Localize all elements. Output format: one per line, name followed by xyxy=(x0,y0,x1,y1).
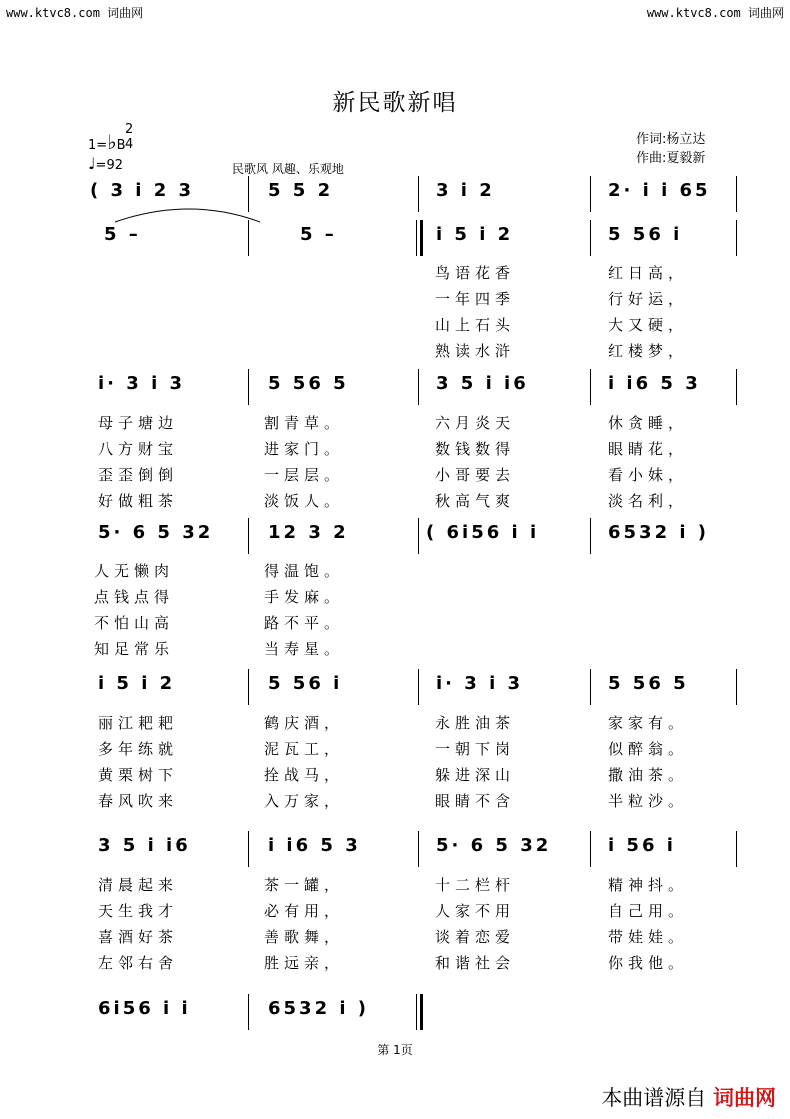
source-brand-logo: 词曲网 xyxy=(713,1086,776,1110)
lyric: 鹤庆酒， xyxy=(264,714,345,732)
score-row-5 xyxy=(90,673,740,709)
source-prefix: 本曲谱源自 xyxy=(601,1086,707,1110)
score-row-2 xyxy=(90,224,740,260)
bar-line xyxy=(248,176,249,212)
lyric: 大又硬， xyxy=(608,316,689,334)
lyric-line xyxy=(98,738,738,758)
lyric: 左邻右舍 xyxy=(98,954,179,972)
source-credit xyxy=(601,1082,776,1112)
lyric: 胜远亲， xyxy=(264,954,345,972)
score-row-4 xyxy=(90,522,740,558)
lyric: 人家不用 xyxy=(435,902,516,920)
lyric-line xyxy=(98,464,738,484)
lyric: 入万家， xyxy=(264,792,345,810)
lyric-line xyxy=(98,712,738,732)
measure: 3 5 i i6 xyxy=(98,835,191,856)
bar-line xyxy=(590,831,591,867)
score-row-7 xyxy=(90,998,740,1034)
lyric-line xyxy=(94,638,738,658)
bar-line xyxy=(736,669,737,705)
measure: i 5 i 2 xyxy=(98,673,176,694)
lyric-line xyxy=(98,438,738,458)
tempo-value: =92 xyxy=(95,158,123,173)
repeat-bar-thin xyxy=(416,220,417,256)
lyric: 知足常乐 xyxy=(94,640,175,658)
bar-line xyxy=(248,994,249,1030)
lyric: 红楼梦， xyxy=(608,342,689,360)
lyric: 割青草。 xyxy=(264,414,345,432)
bar-line xyxy=(736,831,737,867)
lyric: 人无懒肉 xyxy=(94,562,175,580)
page-number: 第 1页 xyxy=(377,1043,413,1057)
time-bottom: 4 xyxy=(125,137,134,152)
lyric: 永胜油茶 xyxy=(435,714,516,732)
measure: 5 5 2 xyxy=(268,180,334,201)
lyric: 眼睛不含 xyxy=(435,792,516,810)
measure: 6i56 i i xyxy=(98,998,191,1019)
lyric: 你我他。 xyxy=(608,954,689,972)
bar-line xyxy=(248,369,249,405)
lyric: 看小妹， xyxy=(608,466,689,484)
lyric: 一层层。 xyxy=(264,466,345,484)
repeat-bar-thick xyxy=(420,220,423,256)
lyric: 小哥要去 xyxy=(435,466,516,484)
lyric: 躲进深山 xyxy=(435,766,516,784)
lyric-line xyxy=(98,490,738,510)
style-note: 民歌风 风趣、乐观地 xyxy=(232,162,344,176)
lyric: 母子塘边 xyxy=(98,414,179,432)
song-title: 新民歌新唱 xyxy=(332,90,458,116)
lyric: 路不平。 xyxy=(264,614,345,632)
bar-line xyxy=(590,669,591,705)
flat-icon: ♭ xyxy=(107,130,117,154)
bar-line xyxy=(248,220,249,256)
lyric: 带娃娃。 xyxy=(608,928,689,946)
lyric: 淡名利， xyxy=(608,492,689,510)
measure: 5 56 5 xyxy=(268,373,349,394)
lyric: 进家门。 xyxy=(264,440,345,458)
lyric-line xyxy=(98,874,738,894)
lyric: 秋高气爽 xyxy=(435,492,516,510)
lyric: 半粒沙。 xyxy=(608,792,689,810)
lyric-line xyxy=(94,586,738,606)
end-repeat-bar-thin xyxy=(416,994,417,1030)
lyric: 拴战马， xyxy=(264,766,345,784)
lyric: 茶一罐， xyxy=(264,876,345,894)
measure: 5 56 i xyxy=(608,224,683,245)
lyric-line xyxy=(98,412,738,432)
lyric-line xyxy=(98,288,738,308)
lyric: 山上石头 xyxy=(435,316,516,334)
lyric: 丽江耙耙 xyxy=(98,714,179,732)
lyric: 黄栗树下 xyxy=(98,766,179,784)
measure: 5· 6 5 32 xyxy=(98,522,214,543)
lyricist: 作词:杨立达 xyxy=(636,132,706,147)
bar-line xyxy=(418,369,419,405)
lyric: 精神抖。 xyxy=(608,876,689,894)
bar-line xyxy=(418,176,419,212)
lyric: 撒油茶。 xyxy=(608,766,689,784)
key-prefix: 1= xyxy=(88,138,108,153)
lyric: 不怕山高 xyxy=(94,614,175,632)
bar-line xyxy=(248,831,249,867)
lyric: 数钱数得 xyxy=(435,440,516,458)
watermark-left: www.ktvc8.com 词曲网 xyxy=(6,6,144,20)
lyric: 清晨起来 xyxy=(98,876,179,894)
lyric-line xyxy=(94,612,738,632)
measure: 2· i i 65 xyxy=(608,180,711,201)
measure: ( 6i56 i i xyxy=(426,522,540,543)
measure: i 56 i xyxy=(608,835,676,856)
measure: 5 56 i xyxy=(268,673,343,694)
lyric: 淡饭人。 xyxy=(264,492,345,510)
lyric: 喜酒好茶 xyxy=(98,928,179,946)
measure: i 5 i 2 xyxy=(436,224,514,245)
measure: 5 – xyxy=(300,224,337,245)
measure: 5 56 5 xyxy=(608,673,689,694)
score-row-3 xyxy=(90,373,740,409)
measure: 5· 6 5 32 xyxy=(436,835,552,856)
lyric-line xyxy=(98,790,738,810)
lyric: 鸟语花香 xyxy=(435,264,516,282)
bar-line xyxy=(418,518,419,554)
lyric: 休贪睡， xyxy=(608,414,689,432)
bar-line xyxy=(736,220,737,256)
lyric: 十二栏杆 xyxy=(435,876,516,894)
bar-line xyxy=(248,669,249,705)
bar-line xyxy=(590,176,591,212)
bar-line xyxy=(736,369,737,405)
lyric: 点钱点得 xyxy=(94,588,175,606)
lyric: 似醉翁。 xyxy=(608,740,689,758)
quarter-note-icon: ♩ xyxy=(88,154,96,173)
lyric-line xyxy=(98,926,738,946)
score-row-1 xyxy=(90,180,740,216)
measure: 12 3 2 xyxy=(268,522,349,543)
lyric: 当寿星。 xyxy=(264,640,345,658)
lyric: 自己用。 xyxy=(608,902,689,920)
measure: 3 5 i i6 xyxy=(436,373,529,394)
lyric-line xyxy=(98,764,738,784)
measure: i i6 5 3 xyxy=(268,835,361,856)
key-signature xyxy=(88,130,126,154)
bar-line xyxy=(248,518,249,554)
measure: 5 – xyxy=(104,224,141,245)
score-row-6 xyxy=(90,835,740,871)
measure: 3 i 2 xyxy=(436,180,495,201)
lyric: 红日高， xyxy=(608,264,689,282)
lyric: 眼睛花， xyxy=(608,440,689,458)
measure: 6532 i ) xyxy=(608,522,710,543)
tempo xyxy=(88,154,123,173)
lyric: 和谐社会 xyxy=(435,954,516,972)
bar-line xyxy=(418,831,419,867)
measure: i· 3 i 3 xyxy=(436,673,524,694)
bar-line xyxy=(590,220,591,256)
end-repeat-bar-thick xyxy=(420,994,423,1030)
time-top: 2 xyxy=(125,122,134,137)
lyric: 行好运， xyxy=(608,290,689,308)
lyric: 好做粗茶 xyxy=(98,492,179,510)
lyric: 谈着恋爱 xyxy=(435,928,516,946)
watermark-right: www.ktvc8.com 词曲网 xyxy=(646,6,784,20)
lyric: 八方财宝 xyxy=(98,440,179,458)
lyric: 歪歪倒倒 xyxy=(98,466,179,484)
lyric: 熟读水浒 xyxy=(435,342,516,360)
bar-line xyxy=(736,176,737,212)
lyric-line xyxy=(98,314,738,334)
measure: 6532 i ) xyxy=(268,998,370,1019)
lyric-line xyxy=(98,952,738,972)
bar-line xyxy=(590,369,591,405)
lyric: 一朝下岗 xyxy=(435,740,516,758)
measure: i i6 5 3 xyxy=(608,373,701,394)
key-note: B xyxy=(116,138,126,153)
bar-line xyxy=(418,669,419,705)
measure: i· 3 i 3 xyxy=(98,373,186,394)
lyric: 天生我才 xyxy=(98,902,179,920)
composer: 作曲:夏毅新 xyxy=(636,151,706,166)
lyric: 六月炎天 xyxy=(435,414,516,432)
lyric: 一年四季 xyxy=(435,290,516,308)
bar-line xyxy=(590,518,591,554)
lyric-line xyxy=(98,262,738,282)
lyric: 必有用， xyxy=(264,902,345,920)
lyric: 手发麻。 xyxy=(264,588,345,606)
lyric: 得温饱。 xyxy=(264,562,345,580)
lyric: 善歌舞， xyxy=(264,928,345,946)
lyric-line xyxy=(98,900,738,920)
measure: ( 3 i 2 3 xyxy=(90,180,195,201)
lyric-line xyxy=(94,560,738,580)
lyric: 家家有。 xyxy=(608,714,689,732)
time-signature xyxy=(125,122,133,152)
lyric-line xyxy=(98,340,738,360)
lyric: 多年练就 xyxy=(98,740,179,758)
lyric: 春风吹来 xyxy=(98,792,179,810)
lyric: 泥瓦工， xyxy=(264,740,345,758)
